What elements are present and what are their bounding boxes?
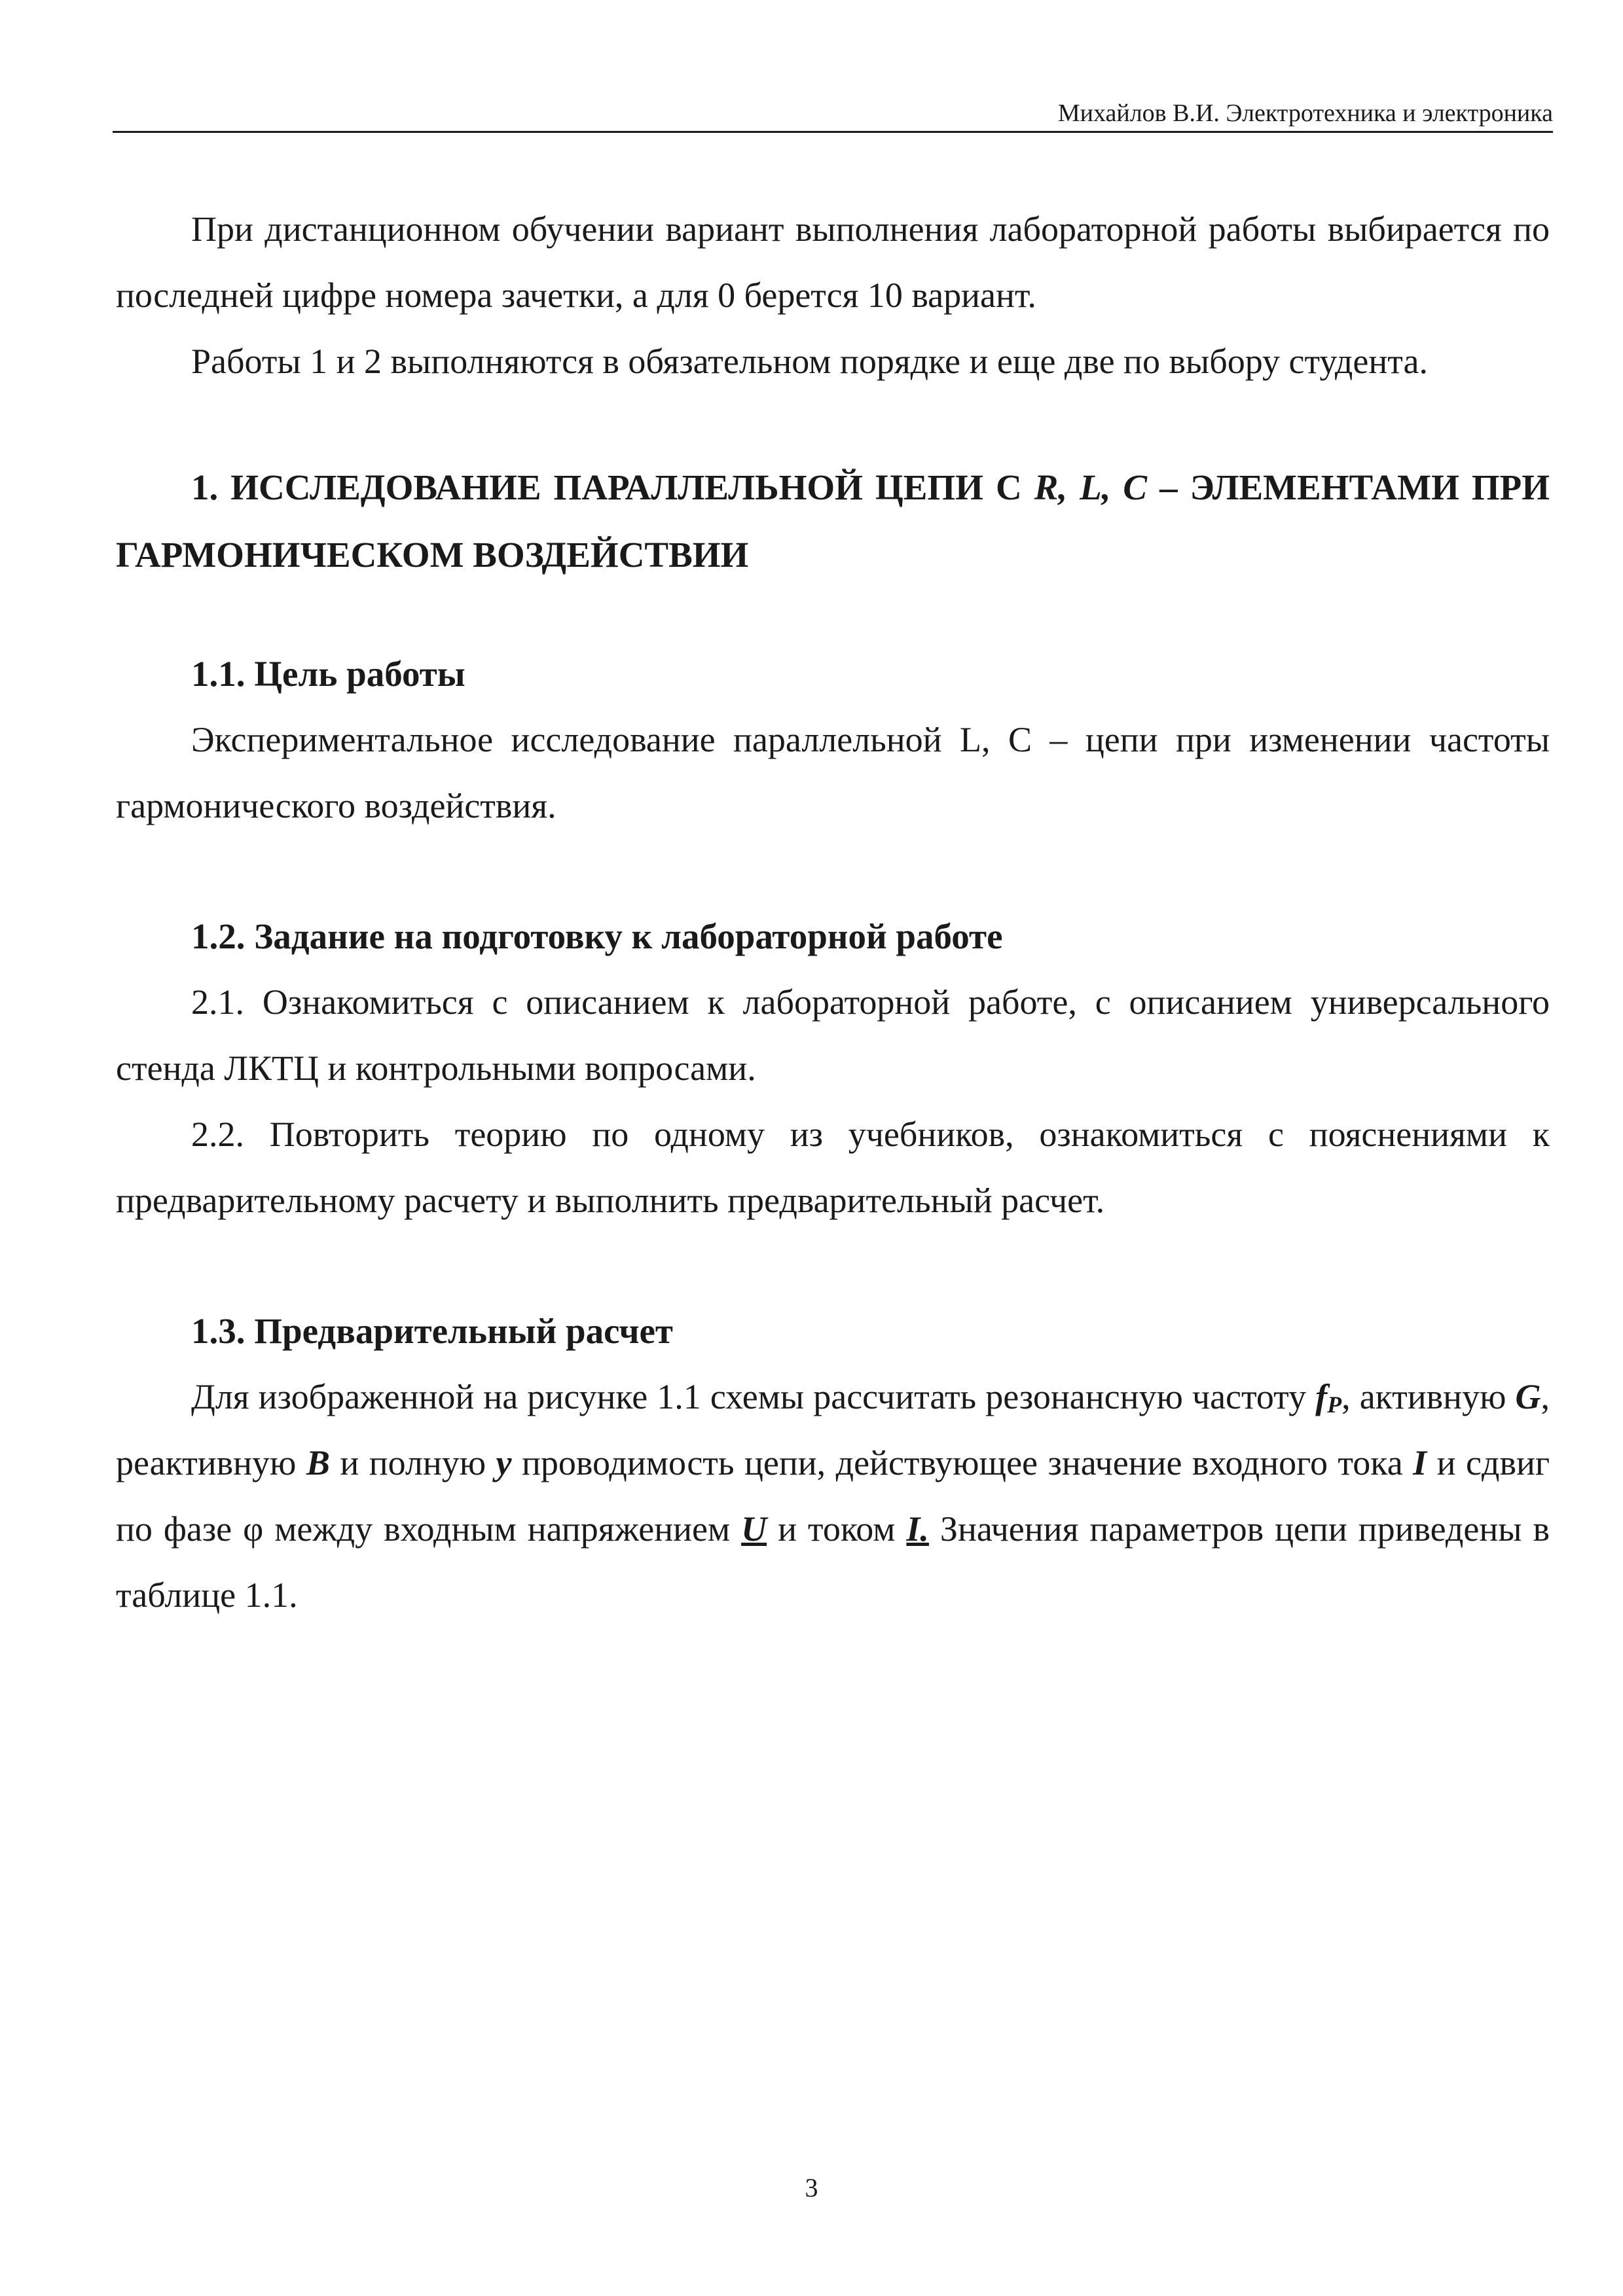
header-rule [113, 131, 1553, 133]
section-1-title [116, 454, 1550, 588]
text-run: Значения параметров цепи приведены в таблице 1.1. [116, 1509, 1550, 1615]
section-1-3-text [116, 1364, 1550, 1628]
symbol-I-complex: I. [906, 1509, 929, 1549]
text-run: Для изображенной на рисунке 1.1 схемы рассчитать резонансную частоту [191, 1377, 1316, 1416]
text-run: и полную [329, 1443, 496, 1482]
page-number: 3 [805, 2173, 818, 2202]
page-content [116, 196, 1550, 1628]
text-run: проводимость цепи, действующее значение входного тока [511, 1443, 1413, 1482]
symbol-B: B [306, 1443, 330, 1482]
symbol-f-subscript: Р [1327, 1391, 1342, 1418]
symbol-G: G [1515, 1377, 1541, 1416]
text-run: , активную [1341, 1377, 1516, 1416]
section-1-1-heading: 1.1. Цель работы [191, 654, 465, 694]
text-run: и током [767, 1509, 907, 1549]
section-1-2-heading: 1.2. Задание на подготовку к лабораторной работе [191, 916, 1003, 956]
text-run: и сдвиг по фазе φ между входным напряжением [116, 1443, 1550, 1549]
text-run: , реактивную [116, 1377, 1550, 1482]
symbol-y: y [496, 1443, 512, 1482]
symbol-U-complex: U [741, 1509, 767, 1549]
section-1-title-end: – ЭЛЕМЕНТАМИ ПРИ ГАРМОНИЧЕСКОМ ВОЗДЕЙСТВИИ [116, 467, 1550, 575]
intro-paragraph-2: Работы 1 и 2 выполняются в обязательном порядке и еще две по выбору студента. [191, 342, 1428, 381]
symbol-f-resonance [1315, 1377, 1341, 1416]
section-1-title-start: 1. ИССЛЕДОВАНИЕ ПАРАЛЛЕЛЬНОЙ ЦЕПИ С [191, 467, 1034, 507]
section-1-title-symbols: R, L, C [1034, 467, 1148, 507]
section-1-1-text: Экспериментальное исследование параллельной L, C – цепи при изменении частоты гармонического воздействия. [116, 720, 1550, 825]
section-1-2-item-2: 2.2. Повторить теорию по одному из учебников, ознакомиться с пояснениями к предварительному расчету и выполнить предварительный расчет. [116, 1115, 1550, 1220]
symbol-I: I [1413, 1443, 1427, 1482]
section-1-2-item-1: 2.1. Ознакомиться с описанием к лабораторной работе, с описанием универсального стенда ЛКТЦ и контрольными вопросами. [116, 982, 1550, 1088]
intro-paragraph-1: При дистанционном обучении вариант выполнения лабораторной работы выбирается по последней цифре номера зачетки, а для 0 берется 10 вариант. [116, 209, 1550, 315]
running-header: Михайлов В.И. Электротехника и электроника [1057, 99, 1553, 127]
section-1-3-heading: 1.3. Предварительный расчет [191, 1311, 673, 1351]
symbol-f: f [1315, 1377, 1328, 1416]
